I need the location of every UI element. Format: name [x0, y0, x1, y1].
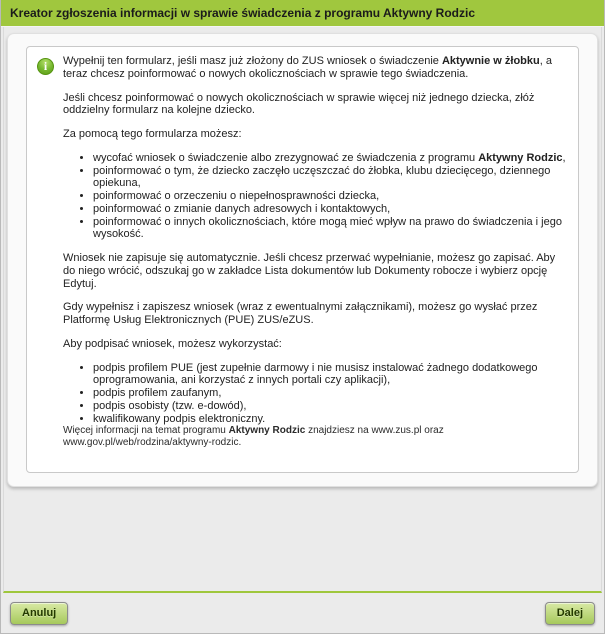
- cancel-button[interactable]: Anuluj: [10, 602, 68, 625]
- send-info-paragraph: Gdy wypełnisz i zapiszesz wniosek (wraz z ewentualnymi załącznikami), możesz go wysłać przez Platformę Usług Elektronicznych (PUE) ZUS/eZUS.: [63, 301, 538, 326]
- intro-info-box: [26, 46, 579, 473]
- page-title: Kreator zgłoszenia informacji w sprawie świadczenia z programu Aktywny Rodzic: [10, 6, 476, 20]
- next-button[interactable]: Dalej: [545, 602, 595, 625]
- list-item: • poinformować o zmianie danych adresowych i kontaktowych,: [93, 203, 568, 216]
- signature-options-list: [63, 362, 568, 426]
- wizard-title-bar: [1, 0, 604, 27]
- more-info-note: Więcej informacji na temat programu Aktywny Rodzic znajdziesz na www.zus.pl oraz www.gov.pl/web/rodzina/aktywny-rodzic.: [63, 425, 444, 448]
- actions-list: [63, 152, 568, 241]
- actions-heading: Za pomocą tego formularza możesz:: [63, 128, 242, 140]
- list-item: • podpis osobisty (tzw. e-dowód),: [93, 400, 568, 413]
- intro-outer-panel: [7, 33, 598, 487]
- list-item: • poinformować o innych okolicznościach, które mogą mieć wpływ na prawo do świadczenia i jego wysokość.: [93, 216, 568, 242]
- list-item: • kwalifikowany podpis elektroniczny.: [93, 413, 568, 426]
- list-item: • podpis profilem zaufanym,: [93, 387, 568, 400]
- intro-paragraph-fill-form: Wypełnij ten formularz, jeśli masz już złożony do ZUS wniosek o świadczenie Aktywnie w żłobku, a teraz chcesz poinformować o nowych okolicznościach w sprawie tego świadczenia.: [63, 55, 552, 80]
- save-info-paragraph: Wniosek nie zapisuje się automatycznie. Jeśli chcesz przerwać wypełnianie, możesz go zapisać. Aby do niego wrócić, odszukaj go w zakładce Lista dokumentów lub Dokumenty robocze i wybierz opcję Edytuj.: [63, 252, 556, 290]
- wizard-content: [3, 27, 602, 593]
- list-item: • wycofać wniosek o świadczenie albo zrezygnować ze świadczenia z programu Aktywny Rodzic,: [93, 152, 568, 165]
- list-item: • podpis profilem PUE (jest zupełnie darmowy i nie musisz instalować żadnego dodatkowego oprogramowania, ani korzystać z innych portali czy aplikacji),: [93, 362, 568, 388]
- wizard-footer: [1, 593, 604, 633]
- intro-paragraph-separate-form: Jeśli chcesz poinformować o nowych okolicznościach w sprawie więcej niż jednego dziecka, złóż oddzielny formularz na kolejne dziecko.: [63, 91, 535, 117]
- list-item: • poinformować o tym, że dziecko zaczęło uczęszczać do żłobka, klubu dziecięcego, dziennego opiekuna,: [93, 165, 568, 191]
- intro-text: [63, 55, 570, 459]
- info-icon: i: [37, 58, 54, 75]
- sign-heading: Aby podpisać wniosek, możesz wykorzystać:: [63, 337, 282, 350]
- info-icon-column: [35, 55, 63, 459]
- list-item: • poinformować o orzeczeniu o niepełnosprawności dziecka,: [93, 190, 568, 203]
